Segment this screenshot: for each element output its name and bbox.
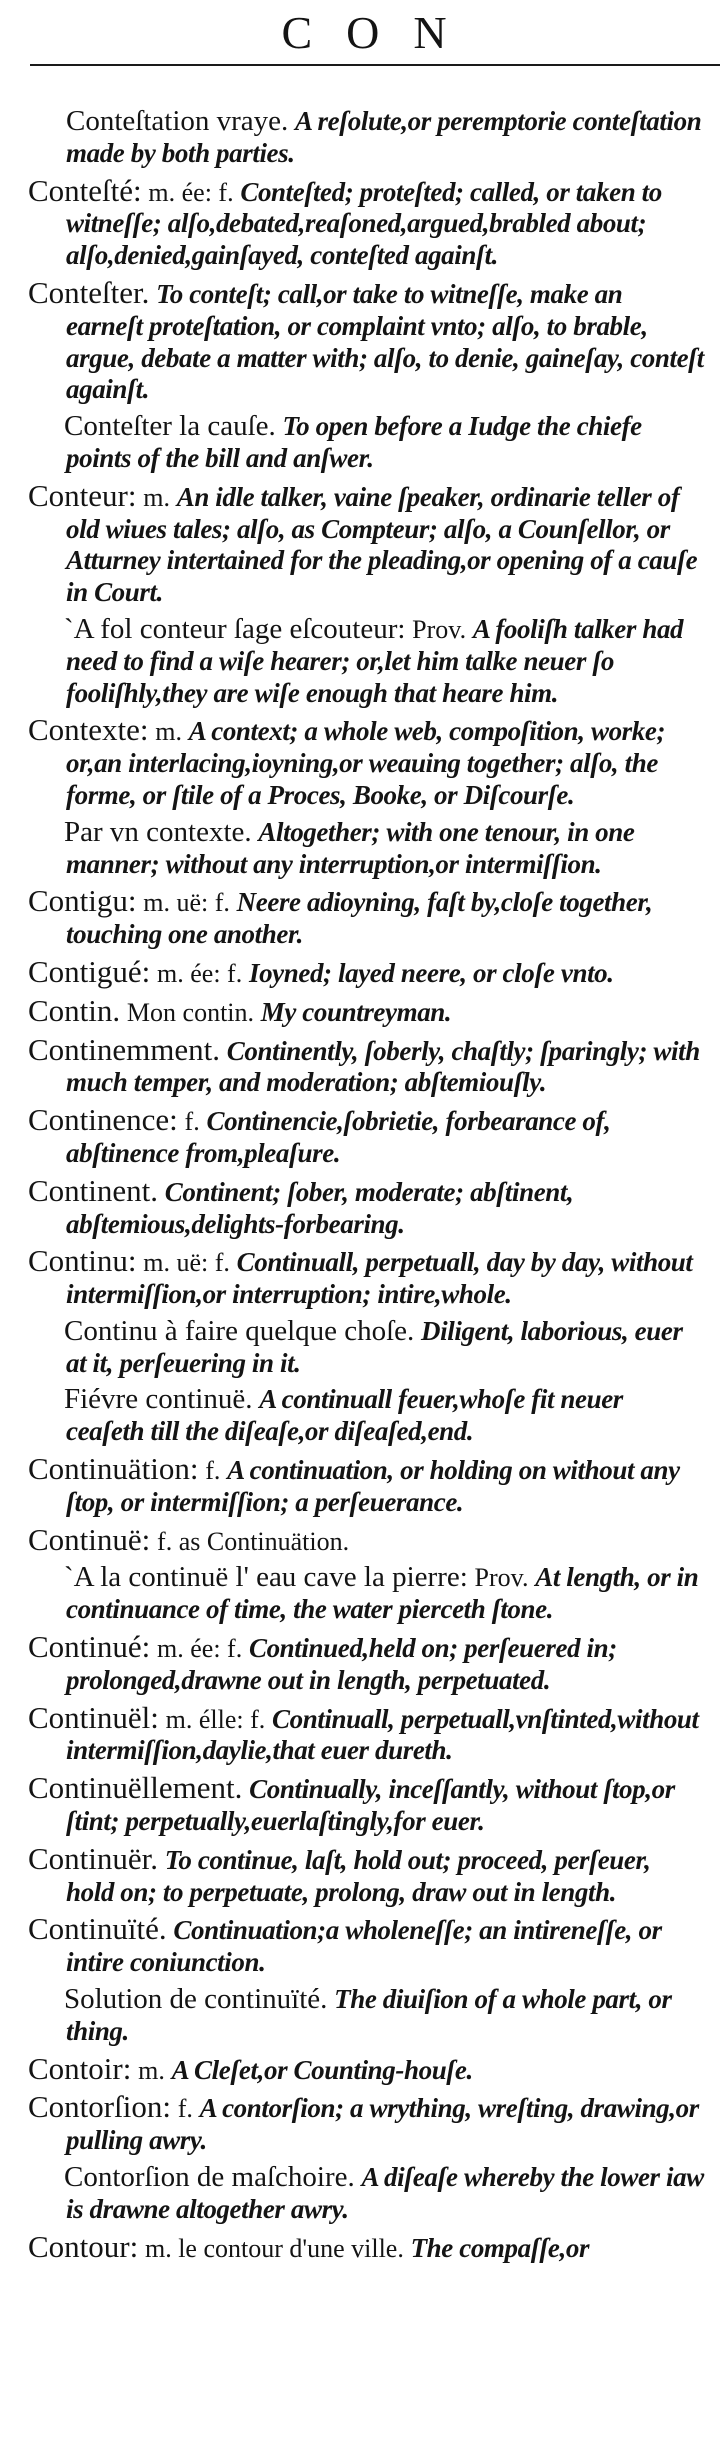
- entry-headword: Contorſion:: [28, 2089, 171, 2125]
- entry-definition: A diſeaſe whereby the lower iaw is drawne altogether awry.: [66, 2162, 704, 2224]
- entry-headword: Contorſion de maſchoire.: [64, 2161, 355, 2194]
- dictionary-entry: [28, 817, 704, 881]
- dictionary-entry: [28, 1631, 704, 1697]
- entry-definition: Diligent, laborious, euer at it, perſeuering in it.: [66, 1315, 683, 1378]
- entry-headword: Contoir:: [28, 2050, 132, 2086]
- dictionary-entry: [28, 1031, 704, 1100]
- entry-definition: Continently, ſoberly, chaſtly; ſparingly; with much temper, and moderation; abſtemiouſly.: [66, 1035, 700, 1098]
- dictionary-entry: [28, 274, 704, 406]
- entry-definition: Neere adioyning, faſt by,cloſe together, touching one another.: [66, 887, 653, 950]
- dictionary-entry: [28, 2091, 704, 2157]
- entry-headword: Contigué:: [28, 953, 151, 989]
- dictionary-entry: [28, 1984, 704, 2048]
- entry-list: [28, 106, 704, 2264]
- entry-headword: Fiévre continuë.: [64, 1383, 253, 1416]
- entry-grammar: m.: [143, 482, 170, 512]
- entry-headword: Conteſter.: [28, 274, 150, 310]
- entry-definition: Continually, inceſſantly, without ſtop,or ſtint; perpetually,euerlaſtingly,for euer.: [66, 1774, 675, 1837]
- entry-definition: Continuation;a wholeneſſe; an intireneſſe, or intire coniunction.: [66, 1915, 662, 1978]
- dictionary-entry: [28, 1913, 704, 1979]
- entry-definition: An idle talker, vaine ſpeaker, ordinarie teller of old wiues tales; alſo, as Compteur; alſo, a Counſellor, or Atturney intertained for the pleading,or opening of a cauſe in Court.: [66, 481, 698, 608]
- entry-definition: A context; a whole web, compoſition, worke; or,an interlacing,ioyning,or weauing together; alſo, the forme, or ſtile of a Proces, Booke, or Diſcourſe.: [66, 716, 666, 810]
- entry-grammar: m. élle: f.: [165, 1704, 266, 1734]
- entry-definition: A fooliſh talker had need to find a wiſe hearer; or,let him talke neuer ſo fooliſhly,they are wiſe enough that heare him.: [66, 613, 684, 708]
- entry-headword: Continué:: [28, 1629, 151, 1665]
- entry-grammar: m.: [138, 2055, 165, 2085]
- dictionary-entry: [28, 1172, 704, 1241]
- dictionary-entry: [28, 2228, 704, 2265]
- entry-headword: Conteur:: [28, 477, 137, 513]
- entry-definition: A continuation, or holding on without any ſtop, or intermiſſion; a perſeuerance.: [66, 1455, 680, 1517]
- entry-grammar: Mon contin.: [126, 997, 255, 1027]
- entry-headword: Conteſtation vraye.: [66, 105, 289, 137]
- entry-grammar: Prov.: [474, 1563, 529, 1593]
- entry-headword: Par vn contexte.: [64, 815, 252, 848]
- entry-headword: Conteſter la cauſe.: [64, 410, 276, 443]
- dictionary-entry: [28, 1521, 704, 1558]
- entry-headword: Solution de continuïté.: [64, 1983, 328, 2016]
- entry-definition: To conteſt; call,or take to witneſſe, make an earneſt proteſtation, or complaint vnto; alſo, to brable, argue, debate a matter with; alſo, to denie, gaineſay, conteſt againſt.: [66, 278, 704, 405]
- dictionary-entry: [28, 1104, 704, 1170]
- entry-grammar: m. uë: f.: [143, 888, 230, 918]
- entry-headword: Continemment.: [28, 1031, 221, 1067]
- dictionary-entry: [28, 1453, 704, 1519]
- entry-definition: Continuall, perpetuall,vnſtinted,without intermiſſion,daylie,that euer dureth.: [66, 1703, 699, 1766]
- dictionary-entry: [28, 1562, 704, 1626]
- entry-grammar: Prov.: [412, 614, 467, 644]
- dictionary-entry: [28, 953, 704, 990]
- entry-headword: Continuër.: [28, 1840, 159, 1876]
- entry-grammar: f. as Continuätion.: [157, 1526, 350, 1556]
- dictionary-entry: [28, 411, 704, 475]
- dictionary-entry: [28, 1316, 704, 1380]
- entry-grammar: m. uë: f.: [143, 1248, 230, 1278]
- entry-grammar: f.: [184, 1107, 200, 1137]
- header-rule: [30, 64, 720, 66]
- dictionary-entry: [28, 477, 704, 609]
- entry-definition: Continued,held on; perſeuered in; prolonged,drawne out in length, perpetuated.: [66, 1633, 617, 1695]
- entry-headword: Continent.: [28, 1172, 159, 1208]
- dictionary-entry: [28, 1840, 704, 1909]
- dictionary-entry: [28, 714, 704, 811]
- entry-definition: A continuall feuer,whoſe fit neuer ceaſeth till the diſeaſe,or diſeaſed,end.: [66, 1384, 623, 1447]
- entry-headword: Conteſté:: [28, 172, 142, 208]
- entry-definition: Continent; ſober, moderate; abſtinent, abſtemious,delights-forbearing.: [66, 1176, 574, 1239]
- entry-grammar: m. ée: f.: [148, 177, 234, 207]
- entry-grammar: m. le contour d'une ville.: [144, 2233, 404, 2263]
- entry-grammar: m. ée: f.: [157, 958, 243, 988]
- dictionary-entry: [28, 2162, 704, 2226]
- entry-grammar: f.: [177, 2094, 193, 2124]
- dictionary-entry: [28, 2050, 704, 2087]
- entry-headword: Continuëllement.: [28, 1770, 243, 1806]
- entry-headword: `A fol conteur ſage eſcouteur:: [64, 612, 406, 645]
- dictionary-entry: [28, 992, 704, 1029]
- entry-grammar: m.: [155, 717, 183, 747]
- entry-headword: Continuë:: [28, 1521, 151, 1557]
- entry-headword: Contin.: [28, 992, 121, 1028]
- dictionary-entry: [28, 1384, 704, 1448]
- entry-headword: Continuël:: [28, 1699, 159, 1735]
- entry-definition: A contorſion; a wrything, wreſting, drawing,or pulling awry.: [66, 2093, 699, 2156]
- entry-headword: Contexte:: [28, 712, 149, 748]
- entry-grammar: m. ée: f.: [157, 1634, 243, 1664]
- entry-definition: The diuiſion of a whole part, or thing.: [66, 1984, 672, 2046]
- entry-headword: Contour:: [28, 2228, 139, 2264]
- entry-definition: Ioyned; layed neere, or cloſe vnto.: [248, 957, 614, 988]
- dictionary-entry: [28, 106, 704, 170]
- entry-definition: My countreyman.: [260, 996, 452, 1027]
- dictionary-entry: [28, 885, 704, 951]
- entry-grammar: f.: [205, 1456, 221, 1486]
- dictionary-entry: [28, 1772, 704, 1838]
- entry-definition: Altogether; with one tenour, in one manner; without any interruption,or intermiſſion.: [66, 816, 635, 879]
- entry-definition: A Cleſet,or Counting-houſe.: [171, 2054, 473, 2085]
- entry-headword: Contigu:: [28, 883, 137, 919]
- entry-headword: Continuätion:: [28, 1451, 199, 1487]
- entry-headword: Continu:: [28, 1243, 137, 1279]
- dictionary-entry: [28, 614, 704, 709]
- entry-definition: To continue, laſt, hold out; proceed, perſeuer, hold on; to perpetuate, prolong, draw out in length.: [66, 1844, 651, 1907]
- entry-definition: At length, or in continuance of time, the water pierceth ſtone.: [66, 1562, 699, 1625]
- entry-definition: Continuall, perpetuall, day by day, without intermiſſion,or interruption; intire,whole.: [66, 1247, 693, 1310]
- running-head: CON: [281, 7, 481, 58]
- entry-headword: Continu à faire quelque choſe.: [64, 1314, 415, 1347]
- entry-definition: A reſolute,or peremptorie conteſtation made by both parties.: [66, 106, 702, 168]
- dictionary-entry: [28, 172, 704, 272]
- dictionary-entry: [28, 1699, 704, 1768]
- entry-definition: To open before a Iudge the chiefe points of the bill and anſwer.: [66, 411, 642, 473]
- entry-headword: Continuïté.: [28, 1911, 167, 1947]
- entry-definition: Conteſted; proteſted; called, or taken to witneſſe; alſo,debated,reaſoned,argued,brabled about; alſo,denied,gainſayed, conteſted againſt.: [66, 176, 662, 271]
- entry-definition: Continencie,ſobrietie, forbearance of, abſtinence from,pleaſure.: [66, 1106, 611, 1168]
- entry-headword: `A la continuë l' eau cave la pierre:: [64, 1561, 468, 1594]
- entry-definition: The compaſſe,or: [410, 2232, 590, 2263]
- entry-headword: Continence:: [28, 1102, 178, 1138]
- dictionary-entry: [28, 1245, 704, 1311]
